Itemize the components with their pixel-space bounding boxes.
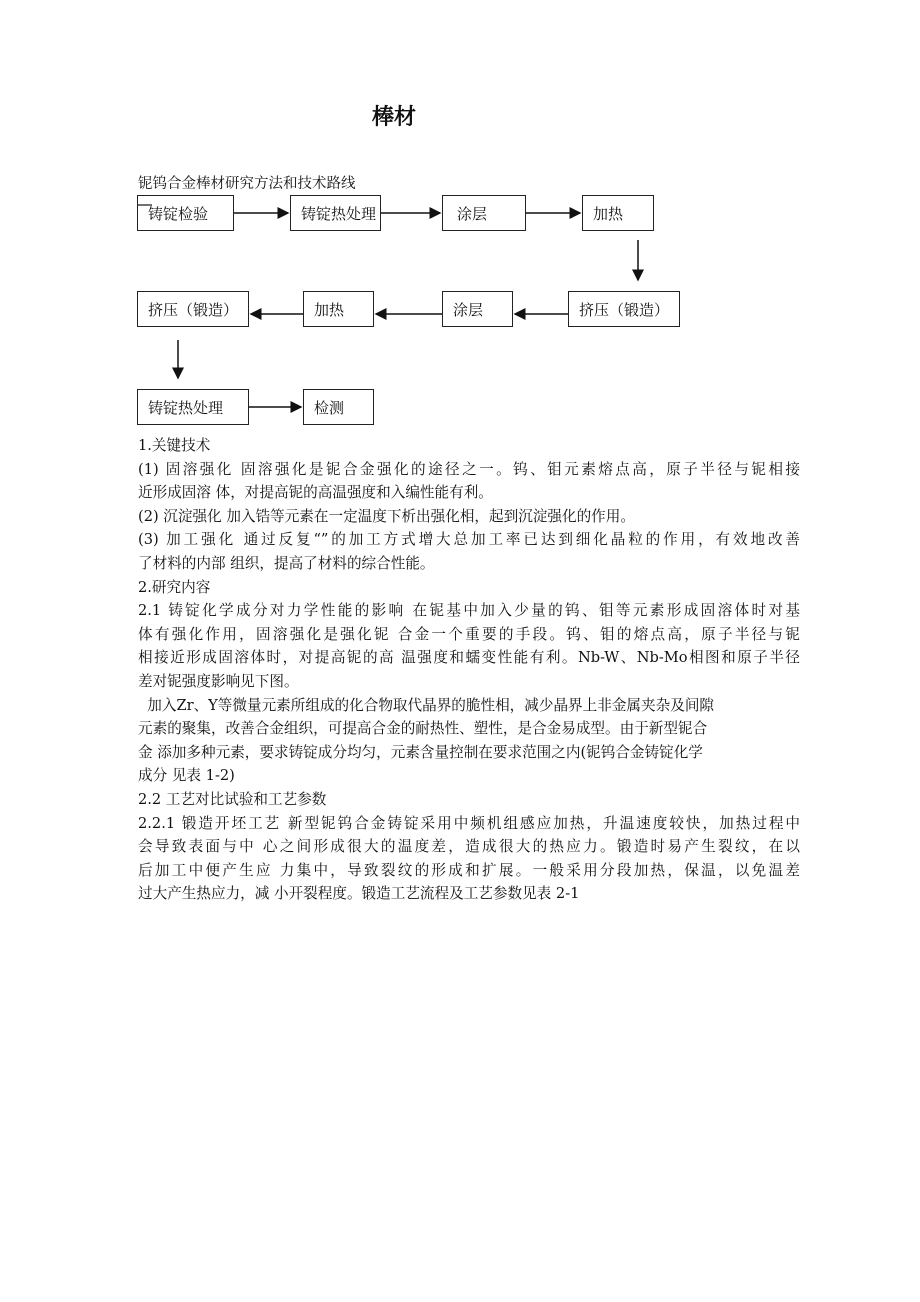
text-line: 近形成固溶 体，对提高铌的高温强度和入编性能有利。 xyxy=(138,484,493,502)
flow-box: 加热 xyxy=(582,195,654,231)
flow-box: 涂层 xyxy=(442,291,513,327)
heading: 2.研究内容 xyxy=(138,578,211,596)
text-line: 元素的聚集，改善合金组织，可提高合金的耐热性、塑性，是合金易成型。由于新型铌合 xyxy=(138,720,708,738)
text-line: 会导致表面与中 心之间形成很大的温度差，造成很大的热应力。锻造时易产生裂纹，在以 xyxy=(138,838,800,856)
text-line: 2.1 铸锭化学成分对力学性能的影响 在铌基中加入少量的钨、钼等元素形成固溶体时对基 xyxy=(138,602,800,620)
flow-box: 铸锭热处理 xyxy=(137,389,249,425)
flow-box: 加热 xyxy=(303,291,374,327)
text-line: 2.2.1 锻造开坯工艺 新型铌钨合金铸锭采用中频机组感应加热，升温速度较快，加热过程中 xyxy=(138,814,800,832)
text-line: 体有强化作用，固溶强化是强化铌 合金一个重要的手段。钨、钼的熔点高，原子半径与铌 xyxy=(138,625,800,643)
flowchart-caption: 铌钨合金棒材研究方法和技术路线 xyxy=(138,176,356,192)
text-line: 了材料的内部 组织，提高了材料的综合性能。 xyxy=(138,554,435,572)
text-line: (3) 加工强化 通过反复“”的加工方式增大总加工率已达到细化晶粒的作用，有效地改善 xyxy=(138,531,800,549)
flow-box: 挤压（锻造） xyxy=(568,291,680,327)
flow-box: 铸锭热处理 xyxy=(290,195,381,231)
flow-box: 挤压（锻造） xyxy=(137,291,249,327)
heading: 2.2 工艺对比试验和工艺参数 xyxy=(138,790,327,808)
text-line: (1) 固溶强化 固溶强化是铌合金强化的途径之一。钨、钼元素熔点高，原子半径与铌相接 xyxy=(138,460,800,478)
flow-box: 检测 xyxy=(303,389,374,425)
text-line: (2) 沉淀强化 加入锆等元素在一定温度下析出强化相，起到沉淀强化的作用。 xyxy=(138,507,635,525)
text-line: 差对铌强度影响见下图。 xyxy=(138,672,299,690)
text-line: 成分 见表 1-2) xyxy=(138,767,235,785)
flow-box: 涂层 xyxy=(442,195,526,231)
heading: 1.关键技术 xyxy=(138,437,211,454)
text-line: 相接近形成固溶体时，对提高铌的高 温强度和蠕变性能有利。Nb-W、Nb-Mo相图和原子半径 xyxy=(138,649,800,667)
text-line: 过大产生热应力，减 小开裂程度。锻造工艺流程及工艺参数见表 2-1 xyxy=(138,885,580,903)
text-line: 后加工中便产生应 力集中，导致裂纹的形成和扩展。一般采用分段加热，保温，以免温差 xyxy=(138,861,800,879)
text-line: 加入Zr、Y等微量元素所组成的化合物取代晶界的脆性相，减少晶界上非金属夹杂及间隙 xyxy=(138,696,715,714)
body-text xyxy=(138,434,800,906)
text-line: 金 添加多种元素，要求铸锭成分均匀，元素含量控制在要求范围之内(铌钨合金铸锭化学 xyxy=(138,743,703,761)
page-title: 棒材 xyxy=(372,105,417,130)
flow-box: 铸锭检验 xyxy=(137,195,234,231)
